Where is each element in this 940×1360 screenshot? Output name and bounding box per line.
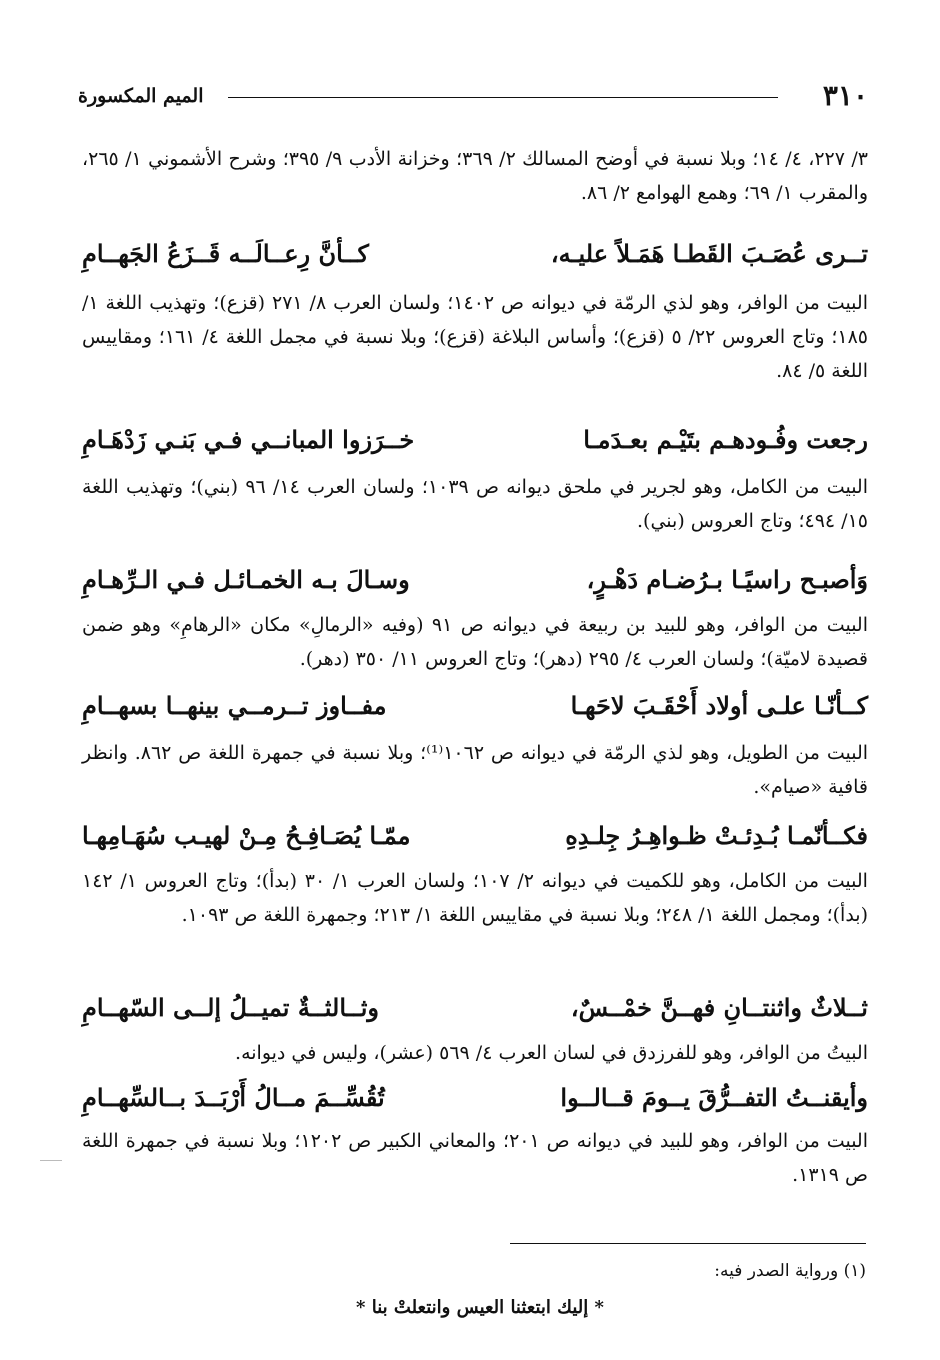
source-paragraph: البيت من الكامل، وهو لجرير في ملحق ديوانه ص ١٠٣٩؛ ولسان العرب ١٤/ ٩٦ (بني)؛ وتهذيب اللغة ١٥/ ٤٩٤؛ وتاج العروس (بني). — [82, 476, 868, 532]
verse-line — [82, 232, 868, 276]
verse-second-hemistich: تُقُسِّــمَ مــالُ أَرْبَــدَ بــالسِّهــامِ — [82, 1083, 385, 1112]
verse-line — [82, 558, 868, 602]
verse-first-hemistich: تــرى عُصَـبَ القَطـا هَمَـلاً عليـه، — [550, 239, 868, 268]
verse-second-hemistich: خــرَزوا المبانــي فـي بَنـي زَدْهَـامِ — [82, 425, 415, 454]
page-number: ٣١٠ — [822, 79, 868, 112]
verse-first-hemistich: كــأنّـا علـى أولاد أَحْقَـبَ لاحَهـا — [570, 691, 868, 720]
verse-first-hemistich: ثــلاثٌ واثنتــانِ فهــنَّ خمْــسٌ، — [570, 993, 868, 1022]
verse-second-hemistich: كــأنَّ رِعــالَــه قَــزَعُ الجَهــامِ — [82, 239, 369, 268]
source-paragraph: البيت من الوافر، وهو لذي الرمّة في ديوانه ص ١٤٠٢؛ ولسان العرب ٨/ ٢٧١ (قزع)؛ وتهذيب اللغة ١/ ١٨٥؛ وتاج العروس ٢٢/ ٥ (قزع)؛ وأساس البلاغة (قزع)؛ وبلا نسبة في مجمل اللغة ٤/ ١٦١؛ ومقاييس اللغة ٥/ ٨٤. — [82, 292, 868, 382]
running-title: الميم المكسورة — [78, 85, 204, 107]
verse-line — [82, 418, 868, 462]
verse-second-hemistich: مفــاوز تــرمــي بينهــا بسهــامِ — [82, 691, 387, 720]
verse-first-hemistich: وَأصبـح راسيًـا بـرُضـام دَهْـرٍ، — [586, 565, 868, 594]
verse-second-hemistich: ممّـا يُصَـافِـحُ مِـنْ لهيـب سُهَـامِهـا — [82, 821, 411, 850]
verse-line — [82, 814, 868, 858]
source-paragraph: البيت من الطويل، وهو لذي الرمّة في ديوانه ص ١٠٦٢⁽¹⁾؛ وبلا نسبة في جمهرة اللغة ص ٨٦٢. وانظر قافية «صيام». — [82, 742, 869, 798]
verse-second-hemistich: وسـالَ بـه الخمـائـل فـي الـرِّهـامِ — [82, 565, 410, 594]
verse-line — [82, 684, 868, 728]
footnote-quote: * إليك ابتعثنا العيس وانتعلتْ بنا * — [356, 1297, 604, 1318]
verse-first-hemistich: وأيقنــتُ التفــرُّقَ يــومَ قــالــوا — [560, 1083, 868, 1112]
source-paragraph: البيت من الكامل، وهو للكميت في ديوانه ٢/ ١٠٧؛ ولسان العرب ١/ ٣٠ (بدأ)؛ وتاج العروس ١/ ١٤٢ (بدأ)؛ ومجمل اللغة ١/ ٢٤٨؛ وبلا نسبة في مقاييس اللغة ١/ ٢١٣؛ وجمهرة اللغة ص ١٠٩٣. — [82, 870, 868, 926]
verse-first-hemistich: فكــأنّمـا بُـدِئـتْ ظـواهِـرُ جِلـدِهِ — [565, 821, 868, 850]
verse-line — [82, 1076, 868, 1120]
source-paragraph: البيتُ من الوافر، وهو للفرزدق في لسان العرب ٤/ ٥٦٩ (عشر)، وليس في ديوانه. — [235, 1042, 868, 1064]
header-rule — [228, 97, 778, 98]
source-paragraph: البيت من الوافر، وهو للبيد بن ربيعة في ديوانه ص ٩١ (وفيه «الرمالِ» مكان «الرهامِ» وهو ضمن قصيدة لاميّة)؛ ولسان العرب ٤/ ٢٩٥ (دهر)؛ وتاج العروس ١١/ ٣٥٠ (دهر). — [82, 614, 868, 670]
margin-mark — [40, 1160, 62, 1161]
source-paragraph: البيت من الوافر، وهو للبيد في ديوانه ص ٢٠١؛ والمعاني الكبير ص ١٢٠٢؛ وبلا نسبة في جمهرة اللغة ص ١٣١٩. — [82, 1130, 869, 1186]
verse-second-hemistich: وثــالثــةٌ تميــلُ إلــى السّهــامِ — [82, 993, 379, 1022]
verse-line — [82, 986, 868, 1030]
footnote-text: (١) ورواية الصدر فيه: — [714, 1261, 866, 1281]
footnote-paragraph: ٣/ ٢٢٧، ٤/ ١٤؛ وبلا نسبة في أوضح المسالك ٢/ ٣٦٩؛ وخزانة الأدب ٩/ ٣٩٥؛ وشرح الأشموني ١/ ٢٦٥، والمقرب ١/ ٦٩؛ وهمع الهوامع ٢/ ٨٦. — [82, 148, 868, 204]
verse-first-hemistich: رجعت وفُـودهـم بتَيْـم بعـدَمـا — [583, 425, 868, 454]
footnote-rule — [510, 1243, 866, 1244]
running-header — [78, 78, 868, 114]
